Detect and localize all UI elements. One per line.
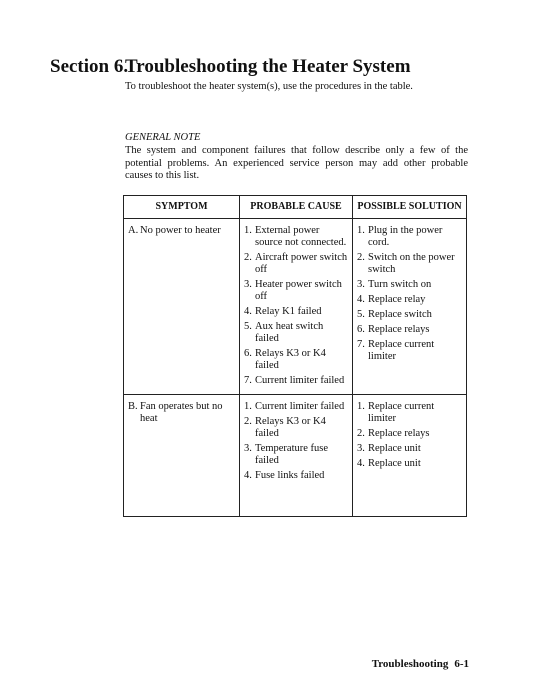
symptom-text: No power to heater: [140, 225, 221, 236]
item-text: Relays K3 or K4 failed: [255, 348, 326, 371]
item-text: Replace switch: [368, 309, 432, 320]
list-item: [357, 324, 463, 336]
symptom-text: Fan operates but no heat: [140, 401, 223, 424]
item-number: 2.: [357, 428, 365, 439]
item-text: Replace current limiter: [368, 401, 435, 424]
list-item: [244, 321, 349, 345]
solution-cell: [353, 219, 467, 395]
solution-list: [357, 401, 463, 470]
list-item: [357, 252, 463, 276]
item-text: Turn switch on: [368, 279, 432, 290]
list-item: [244, 375, 349, 387]
item-text: Switch on the power switch: [368, 252, 455, 275]
item-number: 3.: [357, 279, 365, 290]
cause-column-header: PROBABLE CAUSE: [240, 196, 353, 219]
list-item: [357, 401, 463, 425]
item-number: 4.: [357, 294, 365, 305]
item-number: 6.: [244, 348, 252, 359]
list-item: [244, 279, 349, 303]
footer-label: Troubleshooting: [371, 658, 449, 670]
list-item: [244, 443, 349, 467]
item-number: 2.: [244, 252, 252, 263]
item-text: Aircraft power switch off: [255, 252, 348, 275]
symptom-cell: [124, 219, 240, 395]
table-row: [124, 219, 467, 395]
section-heading: [50, 56, 411, 78]
list-item: [244, 348, 349, 372]
item-number: 2.: [357, 252, 365, 263]
item-number: 4.: [244, 470, 252, 481]
item-text: Replace relays: [368, 428, 430, 439]
item-text: Replace relays: [368, 324, 430, 335]
page-title: Troubleshooting the Heater System: [125, 56, 411, 77]
list-item: [357, 279, 463, 291]
item-number: 7.: [357, 339, 365, 350]
item-text: Heater power switch off: [255, 279, 342, 302]
symptom-letter: A.: [128, 225, 139, 236]
item-text: Replace relay: [368, 294, 426, 305]
item-text: Current limiter failed: [255, 401, 345, 412]
list-item: [244, 306, 349, 318]
item-text: Replace current limiter: [368, 339, 435, 362]
symptom-letter: B.: [128, 401, 138, 412]
item-text: External power source not connected.: [255, 225, 347, 248]
item-number: 1.: [357, 401, 365, 412]
intro-text: To troubleshoot the heater system(s), use the procedures in the table.: [125, 81, 413, 92]
list-item: [357, 225, 463, 249]
page-footer: [372, 658, 469, 670]
item-number: 4.: [244, 306, 252, 317]
troubleshooting-table: [123, 195, 467, 517]
item-number: 3.: [244, 443, 252, 454]
general-note-heading: GENERAL NOTE: [125, 132, 201, 143]
table-row: [124, 395, 467, 517]
item-number: 7.: [244, 375, 252, 386]
item-text: Temperature fuse failed: [255, 443, 329, 466]
list-item: [357, 339, 463, 363]
list-item: [244, 252, 349, 276]
item-number: 3.: [357, 443, 365, 454]
cause-list: [244, 401, 349, 482]
cause-list: [244, 225, 349, 387]
item-number: 5.: [357, 309, 365, 320]
item-number: 6.: [357, 324, 365, 335]
item-text: Replace unit: [368, 458, 421, 469]
general-note-body: The system and component failures that follow describe only a few of the potential problems. An experienced service person may add other probable causes to this list.: [125, 145, 468, 182]
item-text: Replace unit: [368, 443, 421, 454]
symptom-cell: [124, 395, 240, 517]
cause-cell: [240, 395, 353, 517]
solution-column-header: POSSIBLE SOLUTION: [353, 196, 467, 219]
item-number: 4.: [357, 458, 365, 469]
solution-cell: [353, 395, 467, 517]
item-text: Plug in the power cord.: [368, 225, 443, 248]
list-item: [357, 458, 463, 470]
solution-list: [357, 225, 463, 363]
cause-cell: [240, 219, 353, 395]
list-item: [244, 401, 349, 413]
symptom-column-header: SYMPTOM: [124, 196, 240, 219]
list-item: [357, 443, 463, 455]
item-number: 1.: [357, 225, 365, 236]
page-number: 6-1: [454, 658, 469, 670]
item-text: Relays K3 or K4 failed: [255, 416, 326, 439]
list-item: [244, 470, 349, 482]
item-number: 5.: [244, 321, 252, 332]
item-text: Current limiter failed: [255, 375, 345, 386]
list-item: [357, 309, 463, 321]
list-item: [244, 225, 349, 249]
list-item: [244, 416, 349, 440]
item-number: 1.: [244, 225, 252, 236]
list-item: [357, 428, 463, 440]
item-number: 2.: [244, 416, 252, 427]
item-text: Fuse links failed: [255, 470, 325, 481]
list-item: [357, 294, 463, 306]
section-number: Section 6.: [50, 56, 129, 77]
item-number: 3.: [244, 279, 252, 290]
item-text: Relay K1 failed: [255, 306, 322, 317]
item-number: 1.: [244, 401, 252, 412]
item-text: Aux heat switch failed: [255, 321, 324, 344]
table-header-row: [124, 196, 467, 219]
